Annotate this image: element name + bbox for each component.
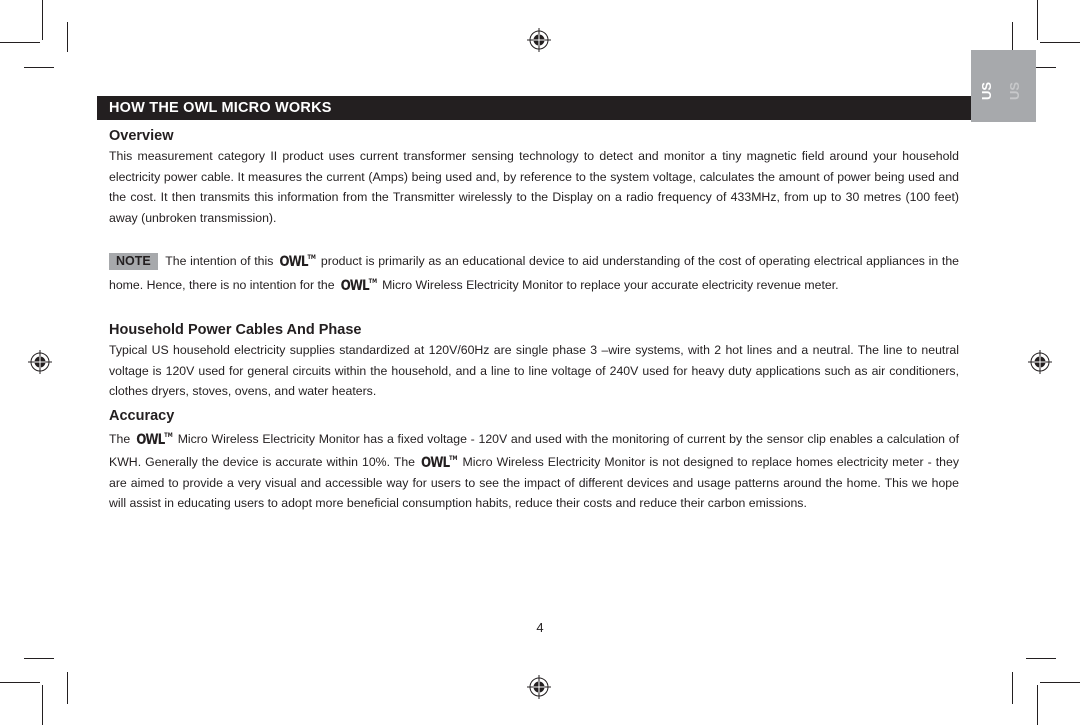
overview-body: This measurement category II product uses current transformer sensing technology to detect and monitor a tiny magnetic field around your household electricity power cable. It measures the current (Amps) being used and, by reference to the system voltage, calculates the amount of power being used and the cost. It then transmits this information from the Transmitter wirelessly to the Display on a radio frequency of 433MHz, from up to 30 metres (100 feet) away (unbroken transmission). [109,149,959,225]
crop-mark [1037,685,1038,725]
crop-mark [0,682,40,683]
owl-logo: OWL™ [340,276,378,293]
registration-mark-icon [1028,350,1052,374]
accuracy-text-2: Micro Wireless Electricity Monitor has a fixed voltage - 120V and used with the monitoring of current by the sensor clip enables a calculation of KWH. Generally the device is accurate within 10%. The [109,431,959,469]
owl-logo: OWL™ [279,253,316,270]
registration-mark-icon [28,350,52,374]
crop-mark [67,22,68,52]
page-number: 4 [536,620,544,635]
household-body: Typical US household electricity supplies standardized at 120V/60Hz are single phase 3 –wire systems, with 2 hot lines and a neutral. The line to neutral voltage is 120V used for general circuits within the household, and a line to line voltage of 240V used for heavy duty applications such as air conditioners, clothes dryers, stoves, ovens, and water heaters. [109,343,959,398]
crop-mark [0,42,40,43]
household-heading: Household Power Cables And Phase [109,322,362,338]
crop-mark [1012,22,1013,52]
note-text-3: Micro Wireless Electricity Monitor to replace your accurate electricity revenue meter. [382,277,839,292]
crop-mark [24,67,54,68]
accuracy-text-1: The [109,431,131,446]
registration-mark-icon [527,675,551,699]
page-content [109,126,959,514]
note-text-2: product is primarily as an educational device to aid understanding of the cost of operating electrical appliances in the home. Hence, there is no intention for the [109,254,960,292]
crop-mark [1040,682,1080,683]
accuracy-text-3: Micro Wireless Electricity Monitor is not designed to replace homes electricity meter - they are aimed to provide a very visual and accessible way for users to see the impact of different devices and usage patterns around the home. This we hope will assist in educating users to adopt more beneficial consumption habits, reduce their costs and reduce their carbon emissions. [109,455,959,510]
accuracy-heading: Accuracy [109,407,175,424]
note-badge: NOTE [109,253,158,270]
language-tab-label: US [979,81,994,101]
crop-mark [1040,42,1080,43]
crop-mark [1012,672,1013,704]
crop-mark [1037,0,1038,40]
crop-mark [67,672,68,704]
crop-mark [1026,658,1056,659]
language-tab [971,50,1036,122]
owl-logo: OWL™ [421,454,458,471]
note-text-1: The intention of this [165,254,274,268]
owl-logo: OWL™ [136,430,173,447]
accuracy-body [109,426,959,514]
crop-mark [24,658,54,659]
crop-mark [42,0,43,40]
section-header [97,96,971,120]
note-paragraph [109,248,959,295]
registration-mark-icon [527,28,551,52]
language-tab-ghost-label: US [1007,81,1022,101]
overview-heading: Overview [109,128,174,144]
crop-mark [42,685,43,725]
section-title: HOW THE OWL MICRO WORKS [109,100,332,116]
